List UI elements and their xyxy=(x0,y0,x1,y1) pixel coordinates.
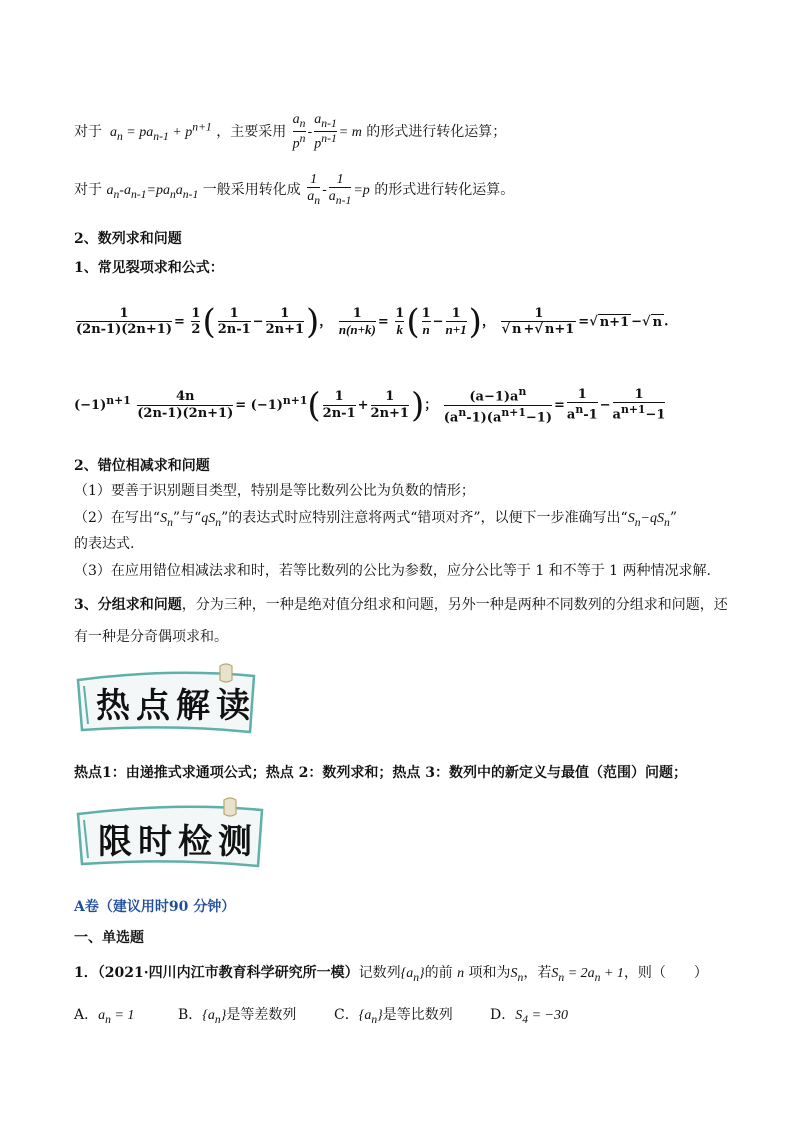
option-d-label: D． xyxy=(490,1007,516,1023)
heading-sum: 2、数列求和问题 xyxy=(74,231,182,247)
text: 的前 xyxy=(424,965,453,981)
recursion-formula: $a_n = pa_{n-1} + p^{n+1}$ xyxy=(106,120,212,143)
question-number: 1． xyxy=(74,965,98,981)
text: 的形式进行转化运算。 xyxy=(374,182,515,199)
text: 的形式进行转化运算； xyxy=(366,123,507,140)
text: 对于 xyxy=(74,182,102,199)
question-source: （2021·四川内江市教育科学研究所一模） xyxy=(97,965,359,981)
text: ” xyxy=(669,510,677,526)
question-1-options xyxy=(74,1004,714,1026)
fraction: $\frac{a_{n-1}}{p^{n-1}}$ xyxy=(314,112,337,152)
test-banner xyxy=(74,796,274,874)
text: 项和为 xyxy=(468,965,511,981)
group-sum-paragraph xyxy=(74,594,728,614)
shift-item-2: （2）在写出“$S_n$”与“$qS_n$”的表达式时应特别注意将两式“错项对齐”，以便下一步准确写出“$S_n-qS_n$” xyxy=(74,510,677,529)
option-a[interactable]: A．$a_n = 1$ xyxy=(74,1007,135,1026)
test-banner-title: 限时检测 xyxy=(98,822,258,862)
group-sum-paragraph-cont: 有一种是分奇偶项求和。 xyxy=(74,629,228,645)
question-1: 1．（2021·四川内江市教育科学研究所一模）记数列$\{a_n\}$的前 n 项和为$S_n$，若$S_n = 2a_n + 1$，则（ ） xyxy=(74,965,708,984)
shift-item-1: （1）要善于识别题目类型，特别是等比数列公比为负数的情形； xyxy=(74,483,475,499)
hotpoints-line: 热点1：由递推式求通项公式；热点 2：数列求和；热点 3：数列中的新定义与最值（范围）问题； xyxy=(74,765,687,781)
shift-item-3: （3）在应用错位相减法求和时，若等比数列的公比为参数，应分公比等于 1 和不等于 1 两种情况求解. xyxy=(74,563,711,579)
split-formulas-1: $\frac{1}{(2n-1)(2n+1)}$ = $\frac{1}{2}$ ( $\frac{1}{2n-1}$ − $\frac{1}{2n+1}$ )， $\frac{1}{n(n+k)}$ = $\frac{1}{k}$ ( $\frac{1}{n}$ − $\frac{1}{n+1}$ )， $\frac{1}{√ n +√ n+1}$ =√ n+1 −√ n . xyxy=(76,302,669,342)
hot-banner-title: 热点解读 xyxy=(96,686,256,726)
text: 一般采用转化成 xyxy=(202,182,301,199)
heading-shift: 2、错位相减求和问题 xyxy=(74,458,210,474)
exam-volume: A卷（建议用时90 分钟） xyxy=(74,899,236,915)
text: ，分为三种，一种是绝对值分组求和问题，另外一种是两种不同数列的分组求和问题，还 xyxy=(181,597,728,613)
option-b[interactable]: B．$\{a_n\}$是等差数列 xyxy=(178,1007,297,1026)
text: （2）在写出“ xyxy=(74,510,161,526)
text: 3、分组求和问题 xyxy=(74,597,182,613)
text: ”与“ xyxy=(172,510,202,526)
heading-split: 1、常见裂项求和公式： xyxy=(74,260,224,276)
text: 是等差数列 xyxy=(226,1007,297,1023)
formula-line-2: 对于 $a_n-a_{n-1}=pa_na_{n-1}$ 一般采用转化成 $\frac{1}{a_n}$ - $\frac{1}{a_{n-1}}$ =p 的形式进行转化运算。 xyxy=(74,172,515,208)
option-d[interactable]: D．$S_4 = -30$ xyxy=(490,1007,568,1026)
fraction: $\frac{a_n}{p^n}$ xyxy=(292,112,306,152)
formula-line-1: 对于 $a_n = pa_{n-1} + p^{n+1}$ ，主要采用 $\frac{a_n}{p^n}$ - $\frac{a_{n-1}}{p^{n-1}}$ = m 的形式进行转化运算； xyxy=(74,112,507,152)
text: ，则（ ） xyxy=(623,965,708,981)
text: ”的表达式时应特别注意将两式“错项对齐”，以便下一步准确写出“ xyxy=(221,510,628,526)
question-type: 一、单选题 xyxy=(74,930,144,946)
text: ，主要采用 xyxy=(216,123,287,140)
text: 是等比数列 xyxy=(382,1007,453,1023)
text: ，若 xyxy=(523,965,552,981)
text: 对于 xyxy=(74,123,102,140)
hot-banner xyxy=(74,662,264,740)
option-c[interactable]: C．$\{a_n\}$是等比数列 xyxy=(334,1007,453,1026)
option-a-label: A． xyxy=(74,1007,99,1023)
option-b-label: B． xyxy=(178,1007,203,1023)
text: 记数列 xyxy=(358,965,401,981)
option-c-label: C． xyxy=(334,1007,359,1023)
split-formulas-2: $(-1)^{n+1}$ $\frac{4n}{(2n-1)(2n+1)}$ = $(-1)^{n+1}$( $\frac{1}{2n-1}$ + $\frac{1}{2n+1}$ )； $\frac{(a-1)a^n}{(a^n-1)(a^{n+1}-1)}$ = $\frac{1}{a^n-1}$ − $\frac{1}{a^{n+1}-1}$ xyxy=(74,385,666,426)
shift-item-2-cont: 的表达式. xyxy=(74,536,135,552)
